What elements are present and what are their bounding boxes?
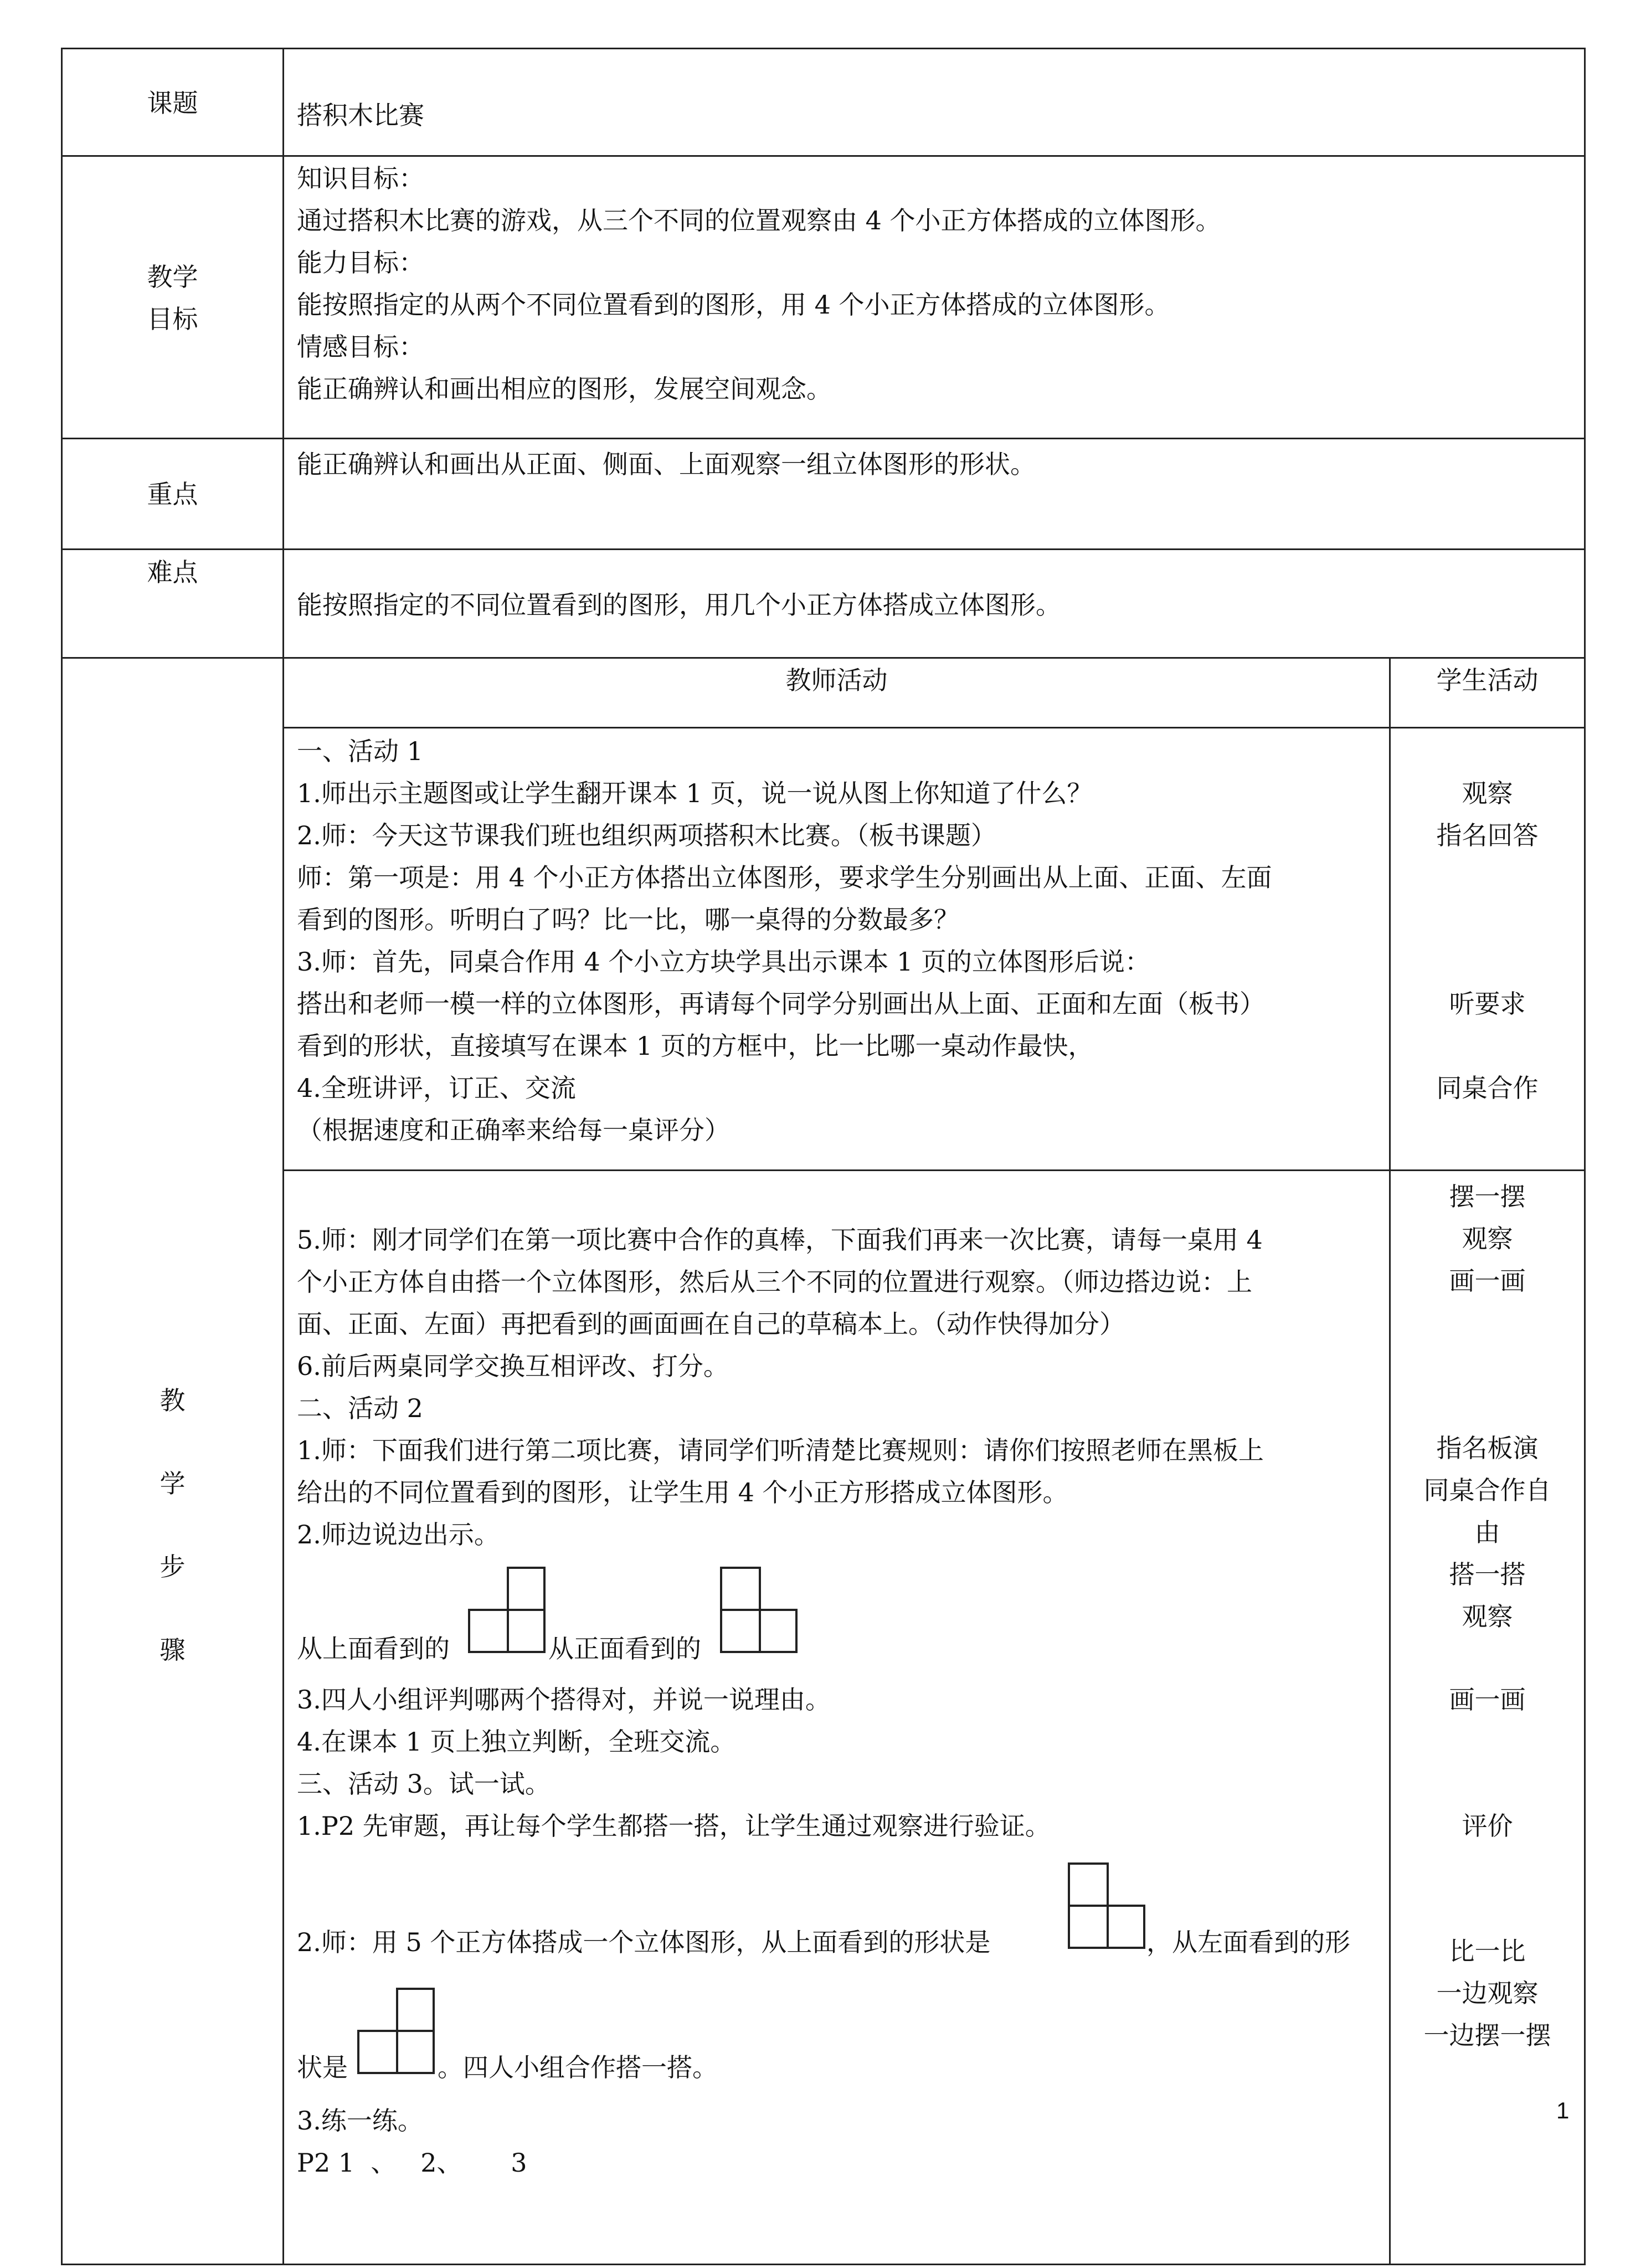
activity-line: 3.四人小组评判哪两个搭得对，并说一说理由。 <box>297 1685 831 1715</box>
table-border-right <box>1584 48 1586 2265</box>
student-activity: 评价 <box>1462 1811 1513 1841</box>
table-border-bottom <box>61 2264 1586 2265</box>
topic-label: 课题 <box>147 88 198 118</box>
column-divider <box>282 48 284 2265</box>
goal-line: 能按照指定的从两个不同位置看到的图形，用 4 个小正方体搭成的立体图形。 <box>297 290 1170 320</box>
activity-line: 状是 <box>297 2053 348 2082</box>
goals-label-line2: 目标 <box>147 304 198 334</box>
top-view-figure <box>468 1567 546 1655</box>
steps-label-char: 步 <box>160 1552 186 1582</box>
view-front-text: 从正面看到的 <box>548 1634 701 1664</box>
difficulty-value: 能按照指定的不同位置看到的图形，用几个小正方体搭成立体图形。 <box>297 590 1061 620</box>
activity-line: 看到的形状，直接填写在课本 1 页的方框中，比一比哪一桌动作最快， <box>297 1031 1094 1061</box>
activity-line: （根据速度和正确率来给每一桌评分） <box>297 1115 730 1145</box>
goals-label-line1: 教学 <box>147 262 198 292</box>
activity-line: 三、活动 3。试一试。 <box>297 1769 551 1799</box>
student-activity: 听要求 <box>1449 989 1526 1019</box>
table-border-top <box>61 48 1586 49</box>
activity-line: 6.前后两桌同学交换互相评改、打分。 <box>297 1351 729 1381</box>
activity-line: 2.师：今天这节课我们班也组织两项搭积木比赛。（板书课题） <box>297 820 996 850</box>
front-view-figure <box>720 1567 798 1655</box>
steps-label-char: 教 <box>160 1386 186 1415</box>
student-activity: 搭一搭 <box>1449 1559 1526 1589</box>
activity-line: 3.练一练。 <box>297 2106 423 2136</box>
activity-line: 1.P2 先审题，再让每个学生都搭一搭，让学生通过观察进行验证。 <box>297 1811 1051 1841</box>
activity-line: ，从左面看到的形 <box>1146 1927 1350 1957</box>
student-activity: 观察 <box>1462 1224 1513 1254</box>
activity-line: P2 1 、 2、 3 <box>297 2148 527 2178</box>
student-activity: 比一比 <box>1449 1936 1526 1966</box>
activity-line: 2.师：用 5 个正方体搭成一个立体图形，从上面看到的形状是 <box>297 1927 991 1957</box>
activity-line: 3.师：首先，同桌合作用 4 个小立方块学具出示课本 1 页的立体图形后说： <box>297 947 1150 977</box>
activity-line: 4.在课本 1 页上独立判断，全班交流。 <box>297 1727 736 1757</box>
student-activity: 观察 <box>1462 778 1513 808</box>
activity-line: 5.师：刚才同学们在第一项比赛中合作的真棒，下面我们再来一次比赛，请每一桌用 4 <box>297 1225 1263 1255</box>
activity-line: 1.师：下面我们进行第二项比赛，请同学们听清楚比赛规则：请你们按照老师在黑板上 <box>297 1435 1264 1465</box>
activity-line: 一、活动 1 <box>297 736 423 766</box>
activity-line: 2.师边说边出示。 <box>297 1520 500 1549</box>
student-activity: 同桌合作 <box>1436 1073 1539 1103</box>
activity-line: 二、活动 2 <box>297 1393 423 1423</box>
student-activity-header: 学生活动 <box>1436 665 1539 695</box>
student-activity: 画一画 <box>1449 1685 1526 1715</box>
top-view-figure-task2 <box>1068 1862 1145 1951</box>
student-activity: 一边摆一摆 <box>1423 2020 1551 2050</box>
difficulty-label: 难点 <box>147 557 198 587</box>
activity-line: 搭出和老师一模一样的立体图形，再请每个同学分别画出从上面、正面和左面（板书） <box>297 989 1265 1019</box>
steps-label-char: 骤 <box>160 1635 186 1665</box>
teacher-activity-header: 教师活动 <box>785 665 888 695</box>
topic-value: 搭积木比赛 <box>297 100 424 130</box>
goal-line: 知识目标： <box>297 163 424 193</box>
activity-line: 。四人小组合作搭一搭。 <box>438 2053 718 2082</box>
activity-line: 面、正面、左面）再把看到的画面画在自己的草稿本上。（动作快得加分） <box>297 1309 1125 1339</box>
row-divider <box>61 438 1586 439</box>
activity-line: 给出的不同位置看到的图形，让学生用 4 个小正方形搭成立体图形。 <box>297 1477 1068 1507</box>
student-activity: 指名板演 <box>1436 1433 1539 1463</box>
student-activity: 画一画 <box>1449 1266 1526 1296</box>
activity-line: 个小正方体自由搭一个立体图形，然后从三个不同的位置进行观察。（师边搭边说：上 <box>297 1267 1252 1297</box>
activity-line: 4.全班讲评，订正、交流 <box>297 1073 576 1103</box>
page-number: 1 <box>1556 2097 1570 2123</box>
student-activity: 观察 <box>1462 1602 1513 1631</box>
view-top-text: 从上面看到的 <box>297 1634 450 1664</box>
goal-line: 通过搭积木比赛的游戏，从三个不同的位置观察由 4 个小正方体搭成的立体图形。 <box>297 206 1221 235</box>
row-divider <box>61 155 1586 157</box>
goal-line: 情感目标： <box>297 332 424 362</box>
goal-line: 能正确辨认和画出相应的图形，发展空间观念。 <box>297 374 832 404</box>
key-label: 重点 <box>147 479 198 509</box>
key-value: 能正确辨认和画出从正面、侧面、上面观察一组立体图形的形状。 <box>297 449 1036 479</box>
steps-label-char: 学 <box>160 1469 186 1499</box>
left-view-figure-task2 <box>357 1988 435 2076</box>
student-activity: 一边观察 <box>1436 1978 1539 2008</box>
student-activity: 摆一摆 <box>1449 1182 1526 1212</box>
row-divider <box>61 548 1586 550</box>
activity-line: 1.师出示主题图或让学生翻开课本 1 页，说一说从图上你知道了什么？ <box>297 778 1093 808</box>
goal-line: 能力目标： <box>297 248 424 278</box>
student-activity: 指名回答 <box>1436 820 1539 850</box>
activity-line: 看到的图形。听明白了吗？比一比，哪一桌得的分数最多？ <box>297 905 959 935</box>
row-divider <box>61 657 1586 659</box>
student-activity: 同桌合作自 <box>1423 1475 1551 1505</box>
table-border-left <box>61 48 63 2265</box>
student-activity: 由 <box>1474 1517 1500 1547</box>
activity-line: 师：第一项是：用 4 个小正方体搭出立体图形，要求学生分别画出从上面、正面、左面 <box>297 863 1272 892</box>
